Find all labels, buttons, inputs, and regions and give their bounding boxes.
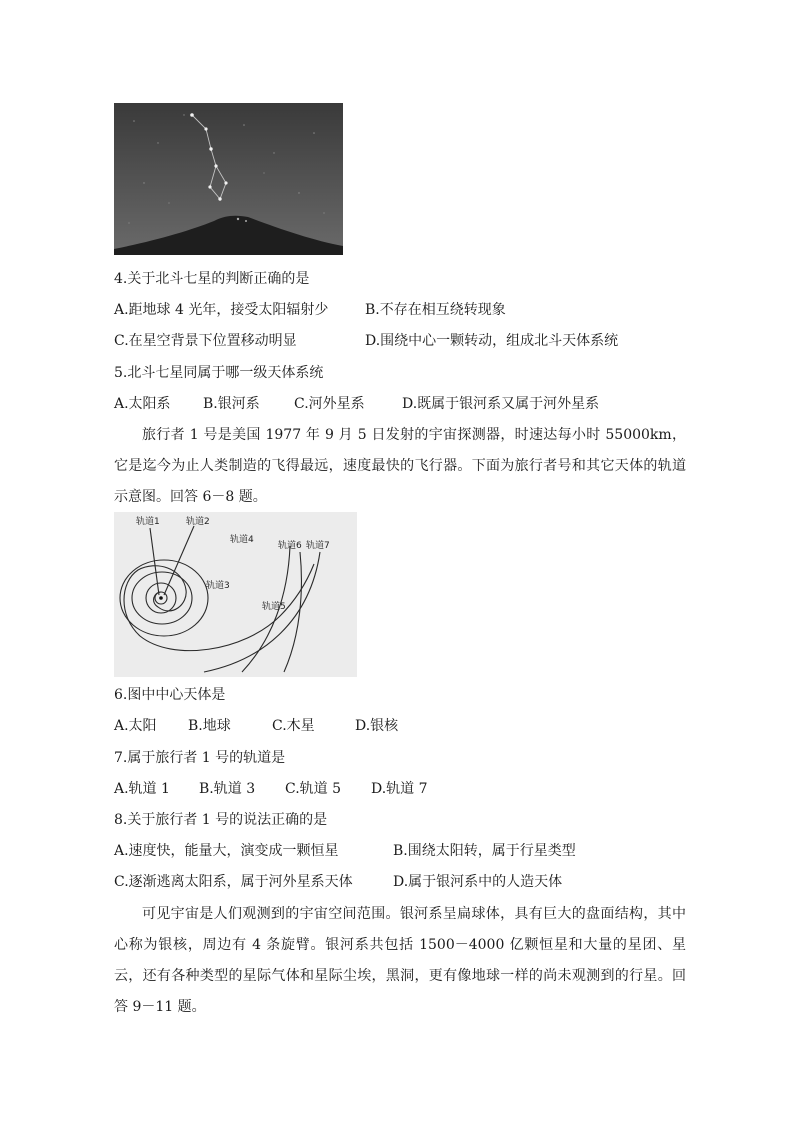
orbit-label-6: 轨道6 <box>278 541 302 551</box>
question-6-option-c: C.木星 <box>272 718 315 734</box>
question-5-option-a: A.太阳系 <box>114 396 171 412</box>
big-dipper-photo <box>114 103 343 255</box>
question-6-option-b: B.地球 <box>188 718 231 734</box>
question-4-option-a: A.距地球 4 光年，接受太阳辐射少 <box>114 302 329 318</box>
question-8-option-c: C.逐渐逃离太阳系，属于河外星系天体 <box>114 874 353 890</box>
question-5-option-d: D.既属于银河系又属于河外星系 <box>402 396 600 412</box>
question-7-option-b: B.轨道 3 <box>199 781 256 797</box>
question-4-option-b: B.不存在相互绕转现象 <box>365 302 506 318</box>
passage-voyager <box>114 420 686 513</box>
orbit-label-4: 轨道4 <box>230 535 254 545</box>
question-5-stem: 5.北斗七星同属于哪一级天体系统 <box>114 365 324 381</box>
orbit-diagram <box>114 512 357 677</box>
question-4-option-d: D.围绕中心一颗转动，组成北斗天体系统 <box>365 333 619 349</box>
orbit-label-7: 轨道7 <box>306 541 330 551</box>
question-8-option-b: B.围绕太阳转，属于行星类型 <box>393 843 576 859</box>
question-7-stem: 7.属于旅行者 1 号的轨道是 <box>114 750 286 766</box>
orbit-label-1: 轨道1 <box>136 517 160 527</box>
question-8-option-d: D.属于银河系中的人造天体 <box>393 874 563 890</box>
question-6-stem: 6.图中中心天体是 <box>114 687 226 703</box>
question-4-stem: 4.关于北斗七星的判断正确的是 <box>114 271 310 287</box>
question-7-option-c: C.轨道 5 <box>285 781 342 797</box>
question-8-stem: 8.关于旅行者 1 号的说法正确的是 <box>114 812 328 828</box>
passage-universe <box>114 899 686 1023</box>
question-5-option-c: C.河外星系 <box>294 396 365 412</box>
question-6-option-a: A.太阳 <box>114 718 157 734</box>
passage-voyager-text: 旅行者 1 号是美国 1977 年 9 月 5 日发射的宇宙探测器，时速达每小时 55000km，它是迄今为止人类制造的飞得最远，速度最快的飞行器。下面为旅行者号和其它天体的轨道示意图。回答 6－8 题。 <box>114 427 686 505</box>
orbit-label-3: 轨道3 <box>206 581 230 591</box>
question-5-option-b: B.银河系 <box>203 396 260 412</box>
question-4-option-c: C.在星空背景下位置移动明显 <box>114 333 297 349</box>
orbit-label-5: 轨道5 <box>262 602 286 612</box>
question-6-option-d: D.银核 <box>355 718 399 734</box>
orbit-label-2: 轨道2 <box>186 517 210 527</box>
question-7-option-d: D.轨道 7 <box>371 781 428 797</box>
question-8-option-a: A.速度快，能量大，演变成一颗恒星 <box>114 843 339 859</box>
question-7-option-a: A.轨道 1 <box>114 781 170 797</box>
passage-universe-text: 可见宇宙是人们观测到的宇宙空间范围。银河系呈扁球体，具有巨大的盘面结构，其中心称为银核，周边有 4 条旋臂。银河系共包括 1500－4000 亿颗恒星和大量的星团、星云，还有各种类型的星际气体和星际尘埃，黑洞，更有像地球一样的尚未观测到的行星。回答 9－11 题。 <box>114 906 686 1015</box>
